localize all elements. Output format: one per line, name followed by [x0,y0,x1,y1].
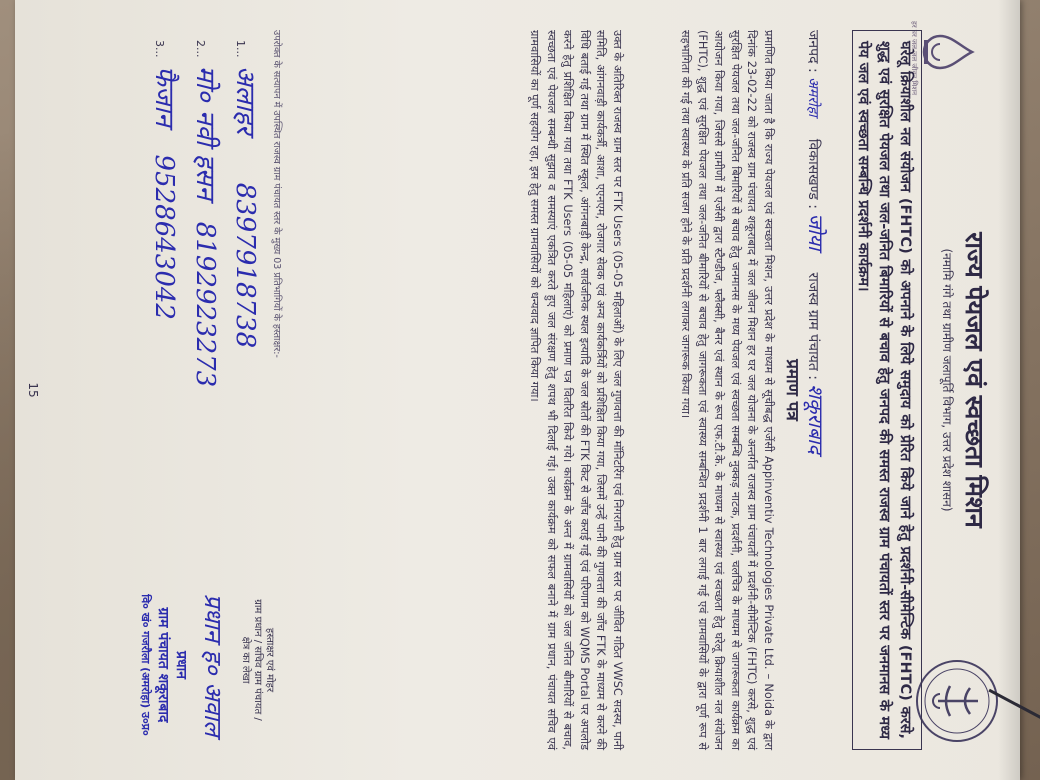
mission-title: राज्य पेयजल एवं स्वच्छता मिशन [960,232,989,528]
certificate-paragraph-1: प्रमाणित किया जाता है कि राज्य पेयजल एवं स्वच्छता मिशन, उत्तर प्रदेश के माध्यम से सूचीबद्ध एजेंसी Appinventiv Technologies Private Ltd. – Noida के द्वारा दिनांक 23-02-22 को राजस्व ग्राम पंचायत शकूराबाद में जल जीवन मिशन हर घर जल योजना के अन्तर्गत राजस्व ग्राम पंचायतों में प्रदर्शनी-सीमेन्टिक (FHTC) करसे, शुद्ध एवं सुरक्षित पेयजल तथा जल-जनित बिमारियों से बचाव हेतु जनमानस के मध्य पेयजल एवं स्वच्छता सम्बन्धि नुक्कड़ नाटक, प्रदर्शनी, चलचित्र के माध्यम से जागरूकता कार्यक्रम का आयोजन किया गया, जिससे ग्रामीणों में एजेंसी द्वारा स्टैण्डीज, फ्लैक्सी, बैनर एवं स्थान के रूप एफ.टी.के. के माध्यम से स्वास्थ्य एवं स्वच्छता हेतु घरेलू क्रियाशील नल संयोजन (FHTC), शुद्ध एवं सुरक्षित पेयजल तथा जल-जनित बीमारियों से बचाव हेतु जागरूकता एवं स्वास्थ्य सम्बन्धित प्रदर्शनी 1 बार लगाई गई एवं ग्रामवासियों के द्वारा पूर्ण रूप से सहभागिता की गई तथा स्वास्थ्य के प्रति सजग होने के प्रति प्रदर्शनी लगाकर जागरूक किया गया। [679,30,775,750]
witness-index: 3... [153,40,166,58]
witness-index: 1... [234,40,247,58]
uttar-pradesh-emblem-icon [914,658,1000,744]
stamp-line-2: ग्राम पंचायत शकूराबाद [155,607,171,723]
location-line [803,30,830,750]
witness-phone: 8397918738 [230,182,260,349]
gram-panchayat-value: शकूराबाद [804,384,828,454]
signatory-label-3: क्षेत्र का लेखा [240,636,251,684]
witness-name: मो० नवी हसन [190,65,220,200]
block-label: विकासखण्ड : [805,138,821,209]
witness-name: फैजान [149,65,179,127]
logo-caption: हर घर जल जल जीवन मिशन [910,20,918,95]
jal-jeevan-mission-logo-icon [918,22,978,82]
stamp-line-1: प्रधान [173,651,189,679]
signatory-labels [239,560,275,760]
witness-phone: 9528643042 [149,154,179,320]
page-number: 15 [26,382,40,398]
certificate-title: प्रमाण पत्र [782,359,802,421]
stamp-line-3: वि० खं० गजरौला (अमरोहा) उ०प्र० [139,594,152,736]
certificate-page [15,0,1020,780]
signatory-label-2: ग्राम प्रधान / सचिव ग्राम पंचायत / [252,599,263,721]
certificate-paragraph-2: उक्त के अतिरिक्त राजस्व ग्राम स्तर पर FTK Users (05-05 महिलाओं) के लिए जल गुणवत्ता की मॉनिटरिंग एवं निगरानी हेतु ग्राम स्तर पर जीवित गठित VWSC सदस्य, पानी समिति, आंगनवाड़ी कार्यकर्त्री, आशा, एएनएम, रोजगार सेवक एवं अन्य कार्यकर्त्रियों को प्रशिक्षित किया गया, जिसमें उन्हें पानी की गुणवत्ता की जाँच FTK के माध्यम से करने की विधि बताई गई तथा ग्राम में स्थित स्कूल, आंगनबाड़ी केन्द्र, सार्वजनिक स्थल इत्यादि के जल स्रोतों की FTK किट से जाँच कराई गई एवं परिणाम को WQMS Portal पर अपलोड करने हेतु प्रशिक्षित किया गया तथा FTK Users (05-05 महिलाएं) को प्रमाण पत्र वितरित किये गये। कार्यक्रम के अन्त में ग्रामवासियों को जल जनित बीमारियों से बचाव, स्वच्छता एवं पेयजल सम्बन्धी सुझाव व समस्याएं एकत्रित करते हुए जल संरक्षण हेतु शपथ भी दिलाई गई। उक्त कार्यक्रम को सफल बनाने में ग्राम प्रधान, पंचायत सचिव एवं ग्रामवासियों का पूर्ण सहयोग रहा, इस हेतु समस्त ग्रामवासियों को धन्यवाद ज्ञापित किया गया। [528,30,624,750]
official-stamp [136,560,190,770]
block-value: जोया [804,213,828,251]
gram-panchayat-label: राजस्व ग्राम पंचायत : [805,272,821,380]
pradhan-signature: प्रधान ह० अवाल [199,593,227,737]
witness-row [191,40,225,560]
witness-index: 2... [194,40,207,58]
witness-row [231,40,265,560]
district-label: जनपद : [805,30,821,73]
witness-name: अलाहर [230,65,260,135]
witness-phone: 8192923273 [190,221,220,388]
program-heading-box: घरेलू क्रियाशील नल संयोजन (FHTC) को अपनाने के लिये समुदाय को प्रेरित किये जाने हेतु प्रदर्शनी-सीमेन्टिक (FHTC) करसे, शुद्ध एवं सुरक्षित पेयजल तथा जल-जनित बिमारियों से बचाव हेतु जनपद की समस्त राजस्व ग्राम पंचायतों स्तर पर जनमानस के मध्य पेय जल एवं स्वच्छता सम्बन्धि प्रदर्शनी कार्यक्रम। [852,30,922,750]
witness-row [150,40,184,560]
signature-note: उपरोक्त के सत्यापन में उपस्थित राजस्व ग्राम पंचायत स्तर के मुख्य 03 प्रतिभागियों के हस्ताक्षर:- [271,30,282,358]
department-subtitle: (नमामि गंगे तथा ग्रामीण जलापूर्ति विभाग, उत्तर प्रदेश शासन) [940,248,954,512]
signatory-label-1: हस्ताक्षर एवं मोहर [264,627,275,693]
district-value: अमरोहा [805,77,821,117]
